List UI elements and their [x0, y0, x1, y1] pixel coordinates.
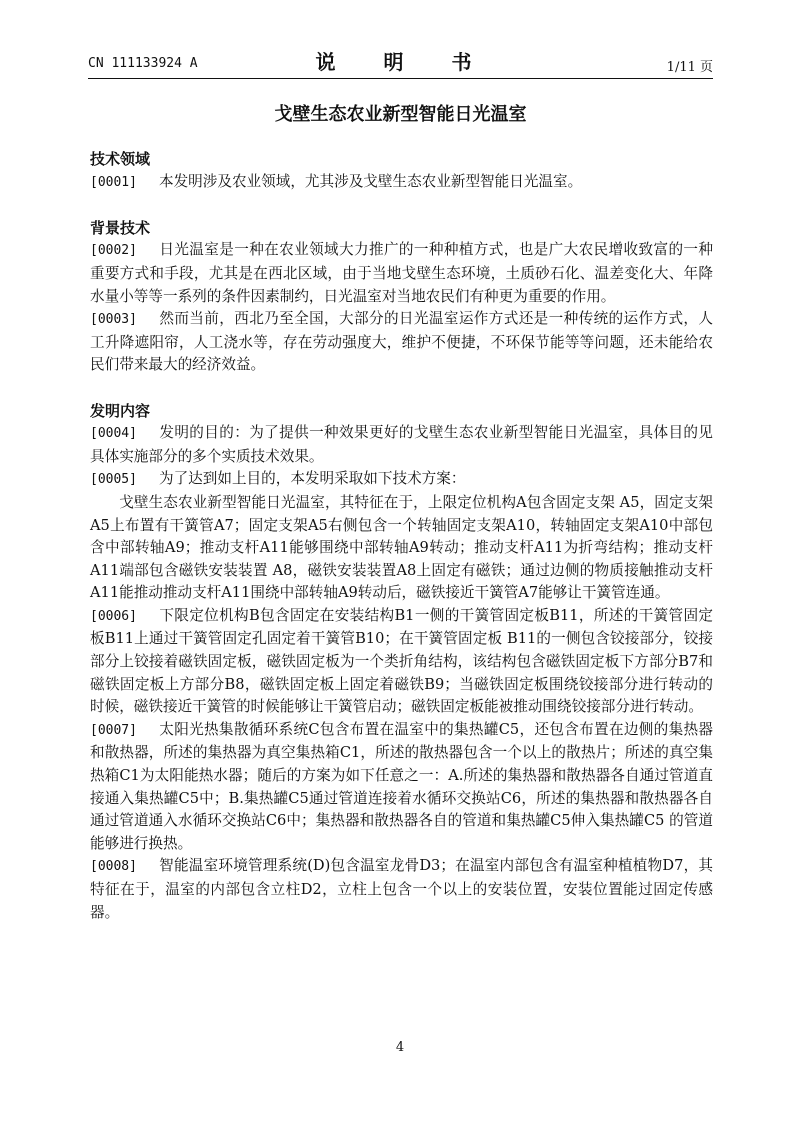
header-divider — [88, 78, 713, 79]
paragraph-number: [0001] — [90, 174, 137, 190]
paragraph-0001 — [90, 171, 713, 195]
paragraph-number: [0007] — [90, 722, 137, 738]
paragraph-number: [0005] — [90, 472, 137, 488]
document-body — [90, 148, 713, 924]
paragraph-0008 — [90, 855, 713, 924]
paragraph-text: 日光温室是一种在农业领域大力推广的一种种植方式，也是广大农民增收致富的一种重要方式和手段，尤其是在西北区域，由于当地戈壁生态环境，土质砂石化、温差变化大、年降水量小等等一系列的条件因素制约，日光温室对当地农民们有种更为重要的作用。 — [90, 241, 713, 305]
document-type: 说 明 书 — [315, 50, 486, 74]
paragraph-0005 — [90, 468, 713, 492]
paragraph-0005-body: 戈壁生态农业新型智能日光温室，其特征在于，上限定位机构A包含固定支架 A5，固定支架A5上布置有干簧管A7；固定支架A5右侧包含一个转轴固定支架A10，转轴固定支架A10中部包含中部转轴A9；推动支杆A11能够围绕中部转轴A9转动；推动支杆A11为折弯结构；推动支杆A11端部包含磁铁安装装置 A8，磁铁安装装置A8上固定有磁铁；通过边侧的物质接触推动支杆A11能推动推动支杆A11围绕中部转轴A9转动后，磁铁接近干簧管A7能够让干簧管连通。 — [90, 493, 713, 602]
paragraph-number: [0008] — [90, 859, 137, 875]
paragraph-text: 发明的目的：为了提供一种效果更好的戈壁生态农业新型智能日光温室，具体目的见具体实施部分的多个实质技术效果。 — [90, 424, 713, 465]
document-title: 戈壁生态农业新型智能日光温室 — [274, 104, 527, 125]
paragraph-0002 — [90, 239, 713, 308]
paragraph-text: 下限定位机构B包含固定在安装结构B1一侧的干簧管固定板B11，所述的干簧管固定板B11上通过干簧管固定孔固定着干簧管B10；在干簧管固定板 B11的一侧包含铰接部分，铰接部分上铰接着磁铁固定板，磁铁固定板为一个类折角结构，该结构包含磁铁固定板下方部分B7和磁铁固定板上方部分B8，磁铁固定板上固定着磁铁B9；当磁铁固定板围绕铰接部分进行转动的时候，磁铁接近干簧管的时候能够让干簧管启动；磁铁固定板能被推动围绕铰接部分进行转动。 — [90, 606, 713, 716]
paragraph-text: 本发明涉及农业领域，尤其涉及戈壁生态农业新型智能日光温室。 — [158, 172, 583, 190]
paragraph-number: [0002] — [90, 243, 137, 259]
paragraph-number: [0006] — [90, 608, 137, 624]
paragraph-0007 — [90, 719, 713, 856]
paragraph-0004 — [90, 422, 713, 468]
paragraph-0006 — [90, 605, 713, 719]
page-number: 4 — [395, 1040, 405, 1055]
paragraph-text: 为了达到如上目的，本发明采取如下技术方案： — [158, 470, 466, 488]
paragraph-0003 — [90, 308, 713, 377]
page-header — [88, 44, 713, 76]
paragraph-text: 然而当前，西北乃至全国，大部分的日光温室运作方式还是一种传统的运作方式，人工升降遮阳帘，人工浇水等，存在劳动强度大，维护不便捷，不环保节能等等问题，还未能给农民们带来最大的经济效益。 — [90, 310, 713, 374]
paragraph-text: 智能温室环境管理系统(D)包含温室龙骨D3；在温室内部包含有温室种植植物D7，其特征在于，温室的内部包含立柱D2，立柱上包含一个以上的安装位置，安装位置能过固定传感器。 — [90, 857, 713, 921]
paragraph-number: [0004] — [90, 426, 137, 442]
document-number: CN 111133924 A — [88, 56, 198, 71]
paragraph-number: [0003] — [90, 312, 137, 328]
section-heading-tech-field: 技术领域 — [90, 150, 151, 168]
paragraph-text: 太阳光热集散循环系统C包含布置在温室中的集热罐C5，还包含布置在边侧的集热器和散热器，所述的集热器为真空集热箱C1，所述的散热器包含一个以上的散热片；所述的真空集热箱C1为太阳能热水器；随后的方案为如下任意之一：A.所述的集热器和散热器各自通过管道直接通入集热罐C5中；B.集热罐C5通过管道连接着水循环交换站C6，所述的集热器和散热器各自通过管道通入水循环交换站C6中；集热器和散热器各自的管道和集热罐C5伸入集热罐C5 的管道能够进行换热。 — [90, 720, 713, 852]
section-heading-invention: 发明内容 — [90, 401, 151, 420]
page-label: 1/11 页 — [666, 60, 713, 75]
section-heading-background: 背景技术 — [90, 218, 151, 237]
